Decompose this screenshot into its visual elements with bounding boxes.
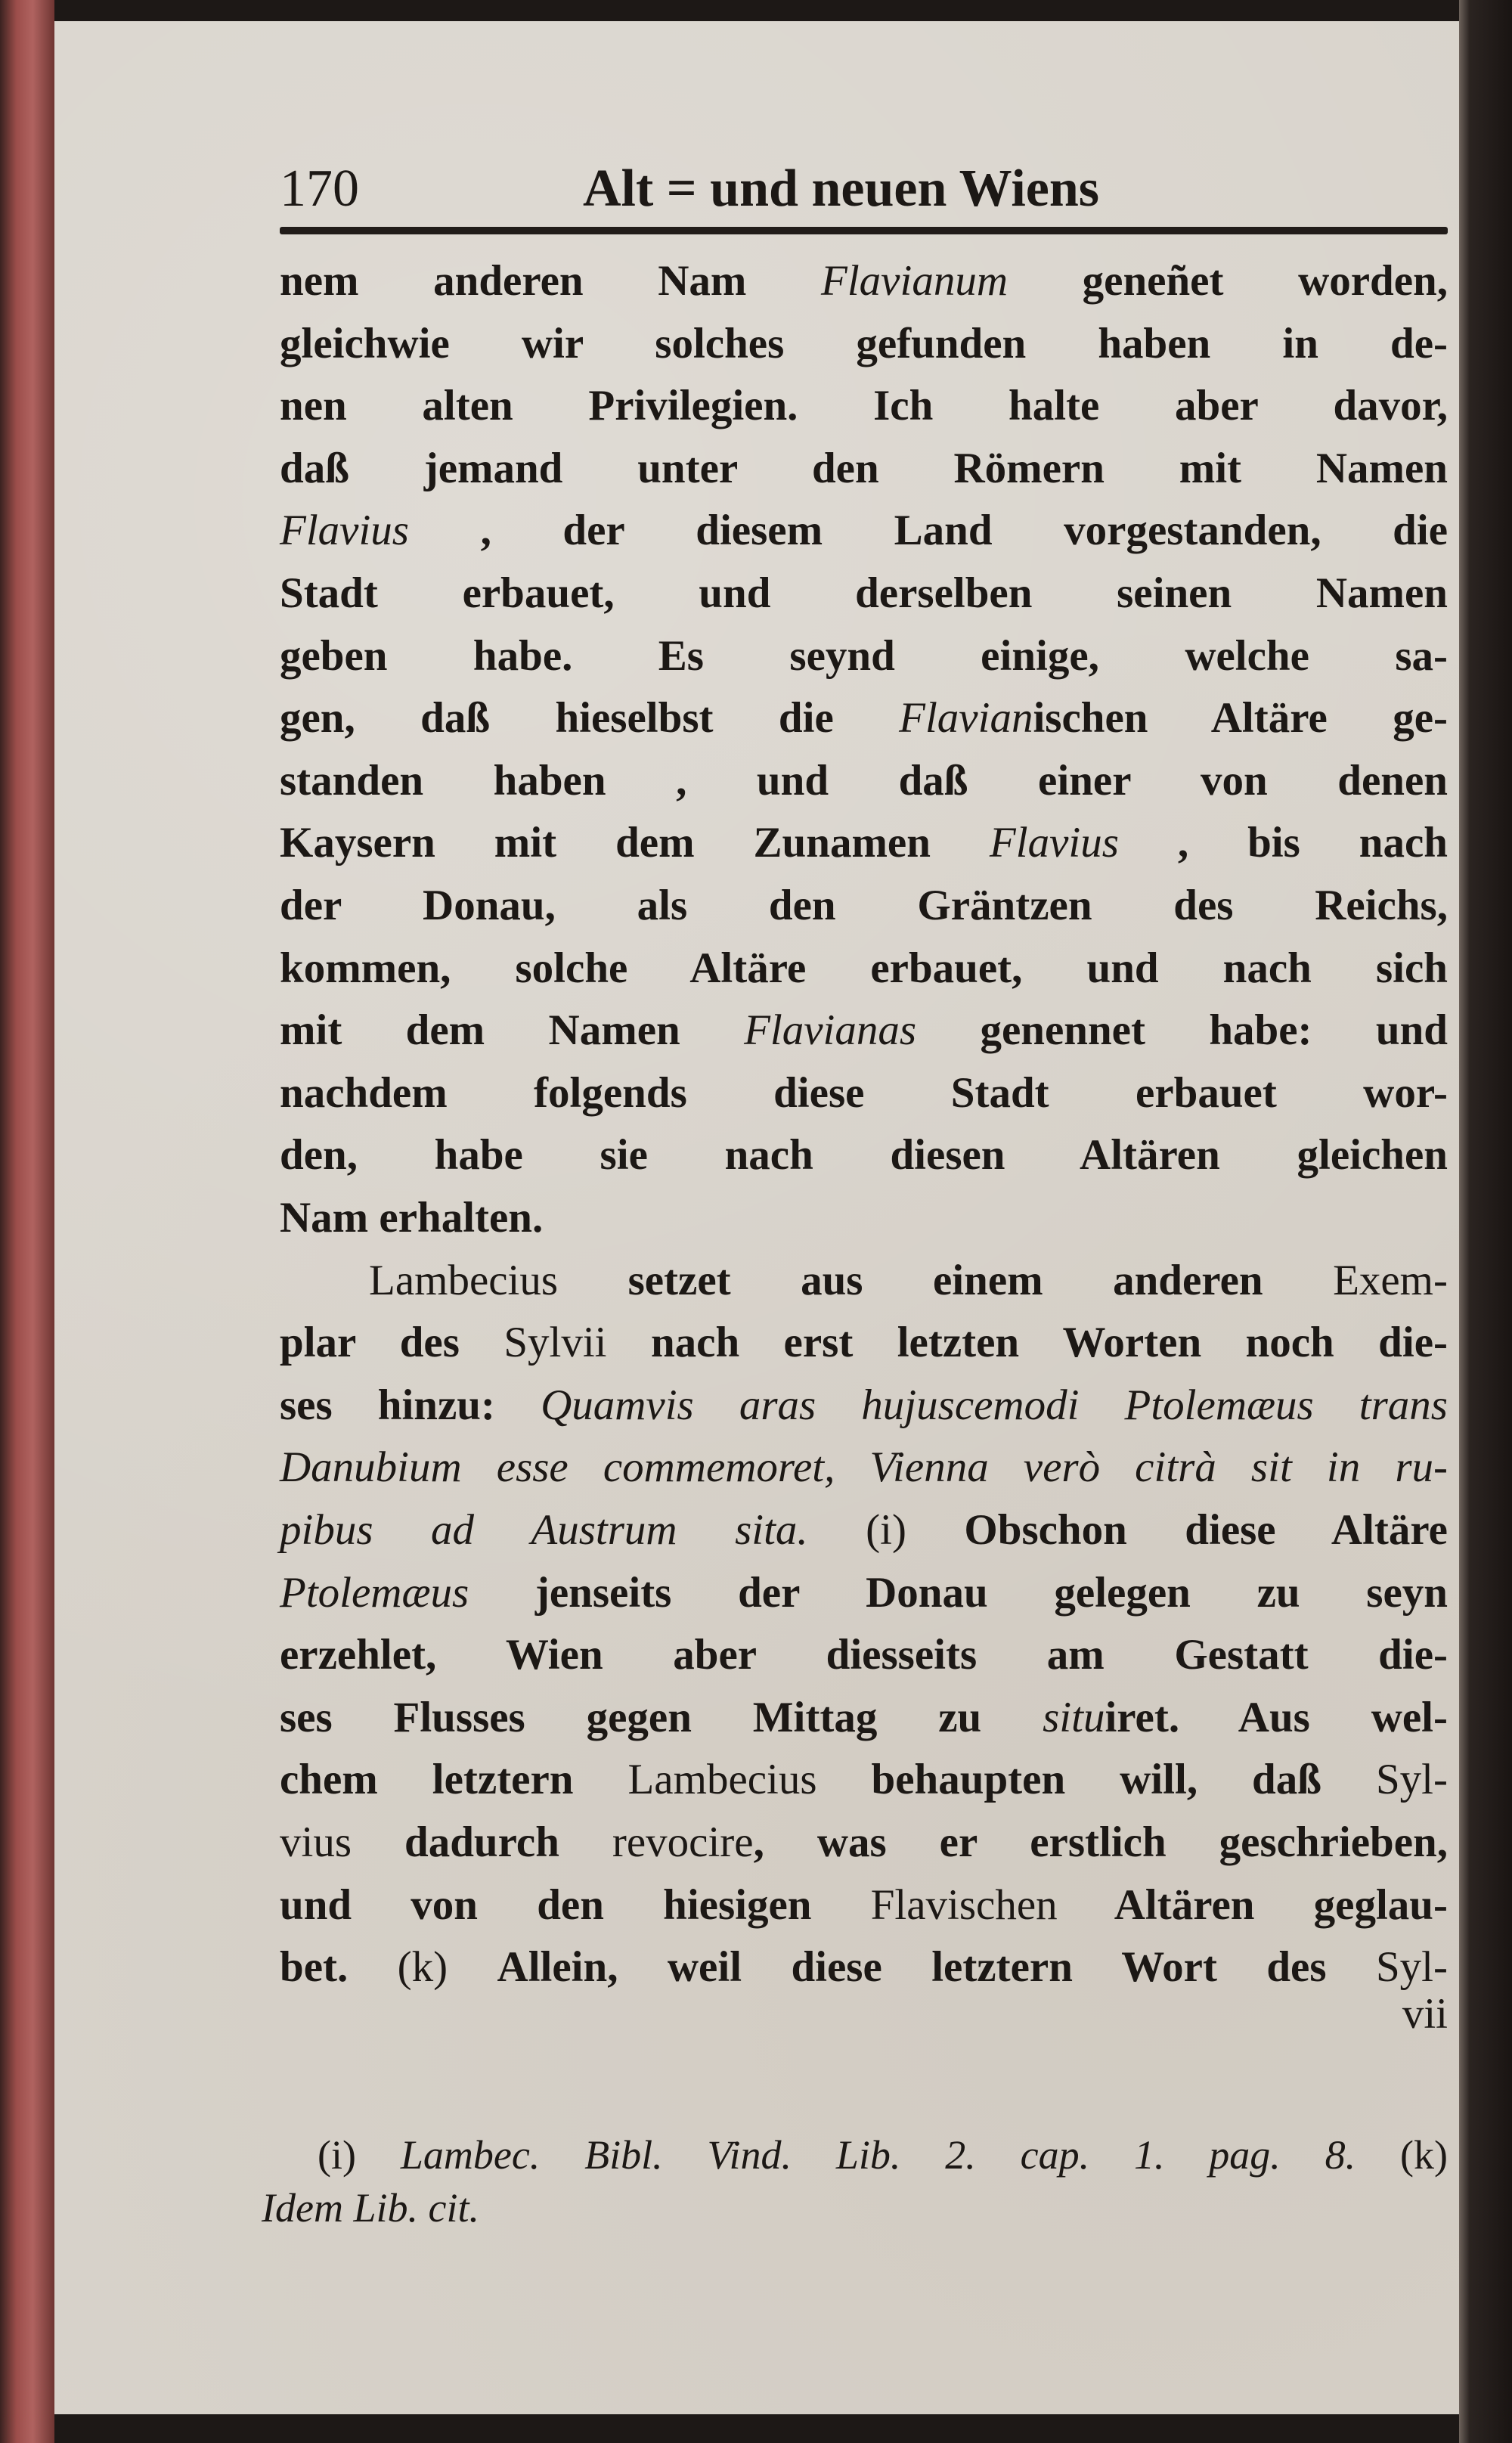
- text-segment: Lambecius: [369, 1256, 559, 1304]
- text-segment: und von den hiesigen: [280, 1880, 871, 1929]
- text-segment: gleichwie wir solches gefunden haben in de-: [280, 319, 1448, 367]
- text-line: [280, 1499, 1448, 1561]
- book-edge-left: [0, 0, 54, 2443]
- text-segment: , bis nach: [1118, 819, 1448, 867]
- running-title: Alt = und neuen Wiens: [582, 160, 1100, 218]
- text-line: [280, 1748, 1448, 1811]
- text-line: [280, 937, 1448, 1000]
- footnote-line: [318, 2128, 1448, 2181]
- text-segment: Nam erhalten.: [280, 1194, 544, 1242]
- footnote-segment: Lambec. Bibl. Vind. Lib. 2. cap. 1. pag. 8.: [400, 2132, 1356, 2178]
- text-segment: ses Flusses gegen Mittag zu: [280, 1693, 1043, 1741]
- text-segment: genennet habe: und: [916, 1006, 1448, 1055]
- latin-italic-text: pibus ad Austrum sita.: [280, 1506, 808, 1554]
- latin-italic-text: Flavius: [989, 819, 1119, 867]
- text-segment: mit dem Namen: [280, 1006, 745, 1055]
- text-segment: kommen, solche Altäre erbauet, und nach sich: [280, 944, 1448, 992]
- text-segment: chem letztern: [280, 1756, 628, 1804]
- text-segment: Exem-: [1333, 1256, 1448, 1304]
- text-segment: Kaysern mit dem Zunamen: [280, 819, 990, 867]
- text-line: [280, 1811, 1448, 1874]
- text-segment: vii: [1402, 1990, 1448, 2038]
- text-segment: vius: [280, 1818, 352, 1866]
- text-segment: gen, daß hieselbst die: [280, 694, 900, 743]
- text-line: [280, 562, 1448, 625]
- text-segment: nach erst letzten Worten noch die-: [606, 1319, 1448, 1367]
- text-line: [280, 437, 1448, 500]
- footnote-segment: Idem Lib. cit.: [262, 2185, 479, 2231]
- text-segment: , was er erstlich geschrieben,: [753, 1818, 1448, 1866]
- text-line: [280, 250, 1448, 312]
- header-rule: [280, 227, 1448, 234]
- text-segment: behaupten will, daß: [816, 1756, 1376, 1804]
- text-segment: nen alten Privilegien. Ich halte aber davor,: [280, 382, 1448, 430]
- text-segment: Syl-: [1375, 1756, 1448, 1804]
- text-segment: plar des: [280, 1319, 504, 1367]
- page-number: 170: [280, 160, 359, 218]
- footnote-segment: (i): [318, 2132, 401, 2178]
- text-line: [280, 1874, 1448, 1936]
- latin-italic-text: Flavianum: [821, 257, 1008, 305]
- text-segment: , der diesem Land vorgestanden, die: [408, 507, 1448, 555]
- text-segment: dadurch: [352, 1818, 612, 1866]
- footnote-segment: (k): [1356, 2132, 1448, 2178]
- latin-italic-text: Flavianas: [744, 1006, 917, 1055]
- text-segment: iret. Aus wel-: [1105, 1693, 1448, 1741]
- text-line: [280, 1124, 1448, 1186]
- text-segment: Allein, weil diese letztern Wort des: [497, 1943, 1376, 1992]
- text-segment: revocire: [612, 1818, 754, 1866]
- text-line: [280, 1436, 1448, 1499]
- text-segment: (i): [807, 1506, 965, 1554]
- text-segment: (k): [397, 1943, 497, 1992]
- text-line: [280, 687, 1448, 749]
- latin-italic-text: Ptolemæus: [280, 1568, 469, 1617]
- footnote-line: [262, 2181, 1448, 2234]
- text-segment: daß jemand unter den Römern mit Namen: [280, 444, 1448, 492]
- text-line: [280, 1186, 1448, 1249]
- text-segment: nachdem folgends diese Stadt erbauet wor-: [280, 1068, 1448, 1117]
- text-line: [280, 811, 1448, 874]
- text-line: [369, 1249, 1448, 1312]
- text-line: [280, 999, 1448, 1062]
- book-edge-right: [1459, 0, 1512, 2443]
- text-line: [280, 1374, 1448, 1437]
- text-line: [280, 749, 1448, 812]
- text-segment: standen haben , und daß einer von denen: [280, 756, 1448, 805]
- text-line: [280, 625, 1448, 687]
- latin-italic-text: situ: [1043, 1693, 1105, 1741]
- text-line: [280, 499, 1448, 562]
- text-segment: nem anderen Nam: [280, 257, 822, 305]
- latin-italic-text: Quamvis aras hujuscemodi Ptolemæus trans: [541, 1381, 1448, 1429]
- latin-italic-text: Flavian: [899, 694, 1033, 743]
- latin-italic-text: Flavius: [280, 507, 409, 555]
- text-segment: erzehlet, Wien aber diesseits am Gestatt die-: [280, 1631, 1448, 1679]
- page-header: [280, 155, 1448, 223]
- text-segment: jenseits der Donau gelegen zu seyn: [469, 1568, 1448, 1617]
- text-segment: Syl-: [1375, 1943, 1448, 1992]
- text-segment: Flavischen: [870, 1880, 1058, 1929]
- text-segment: bet.: [280, 1943, 398, 1992]
- text-segment: Lambecius: [627, 1756, 817, 1804]
- text-line: [280, 374, 1448, 437]
- text-segment: den, habe sie nach diesen Altären gleichen: [280, 1131, 1448, 1180]
- text-line: [280, 312, 1448, 375]
- text-segment: Obschon diese Altäre: [964, 1506, 1448, 1554]
- text-segment: Altären geglau-: [1057, 1880, 1448, 1929]
- text-segment: der Donau, als den Gräntzen des Reichs,: [280, 882, 1448, 929]
- text-segment: geneñet worden,: [1008, 257, 1448, 305]
- text-segment: ses hinzu:: [280, 1381, 541, 1429]
- text-line: [280, 1623, 1448, 1686]
- text-segment: setzet aus einem anderen: [558, 1256, 1334, 1304]
- text-line: [280, 1311, 1448, 1374]
- text-line: [280, 1561, 1448, 1624]
- text-segment: Stadt erbauet, und derselben seinen Namen: [280, 569, 1448, 617]
- text-line: [280, 874, 1448, 937]
- text-line: [280, 1062, 1448, 1124]
- text-line: [280, 1686, 1448, 1749]
- latin-italic-text: Danubium esse commemoret, Vienna verò citrà sit in ru-: [280, 1443, 1448, 1492]
- text-segment: Sylvii: [503, 1319, 607, 1367]
- text-segment: geben habe. Es seynd einige, welche sa-: [280, 631, 1448, 680]
- text-line: [280, 1983, 1448, 2045]
- text-segment: ischen Altäre ge-: [1033, 694, 1448, 743]
